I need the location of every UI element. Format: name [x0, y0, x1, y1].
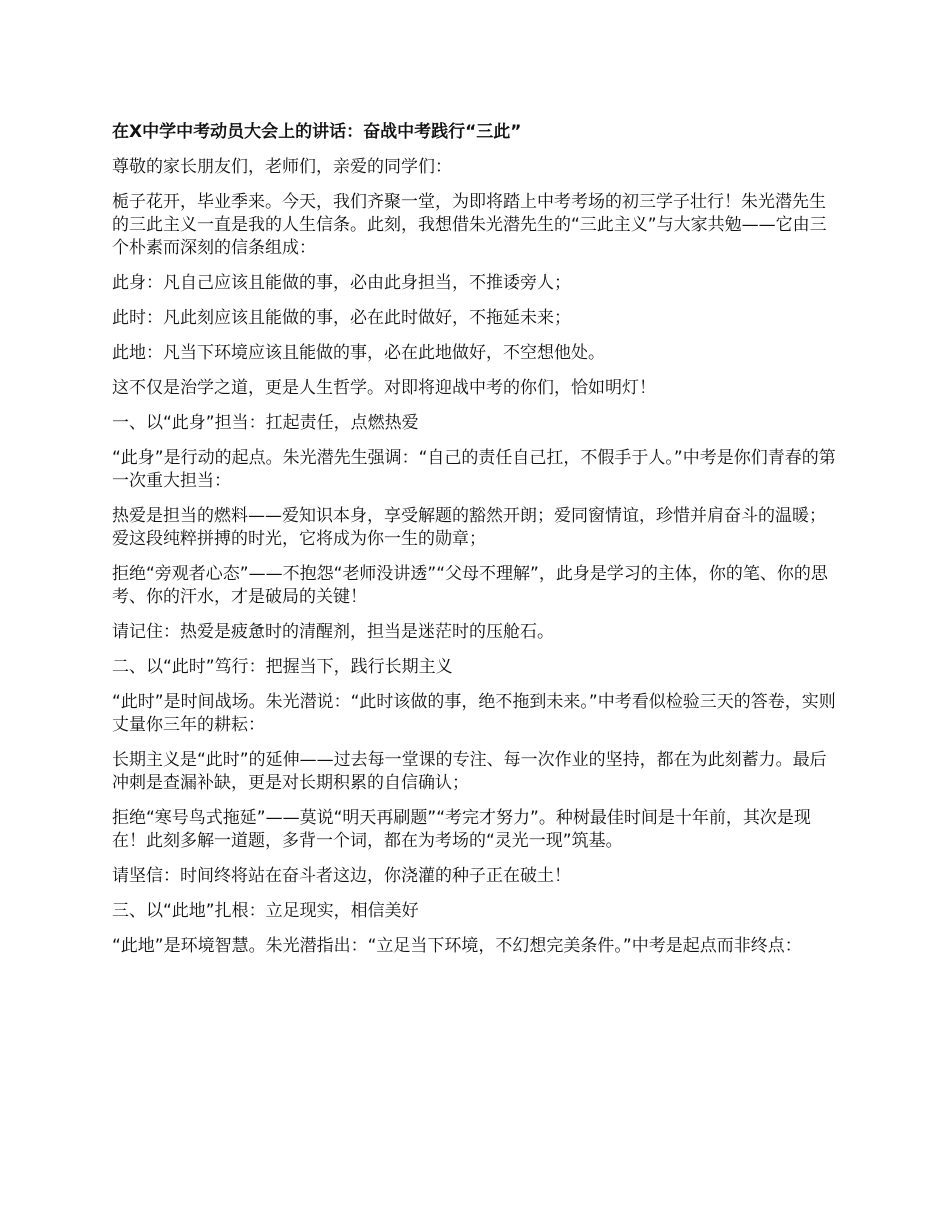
section-2-summary: 请坚信：时间终将站在奋斗者这边，你浇灌的种子正在破土！ — [112, 866, 571, 886]
section-2-point-1: 长期主义是“此时”的延伸——过去每一堂课的专注、每一次作业的坚持，都在为此刻蓄力。最后冲刺是查漏补缺，更是对长期积累的自信确认； — [112, 750, 827, 793]
document-title: 在X中学中考动员大会上的讲话：奋战中考践行“三此” — [112, 122, 522, 142]
section-heading-2: 二、以“此时”笃行：把握当下，践行长期主义 — [112, 657, 453, 677]
principle-cishi: 此时：凡此刻应该且能做的事，必在此时做好，不拖延未来； — [112, 308, 571, 328]
principle-cidi: 此地：凡当下环境应该且能做的事，必在此地做好，不空想他处。 — [112, 343, 605, 363]
section-heading-1: 一、以“此身”担当：扛起责任，点燃热爱 — [112, 413, 419, 433]
section-1-intro: “此身”是行动的起点。朱光潜先生强调：“自己的责任自己扛，不假手于人。”中考是你们青春的第一次重大担当： — [112, 448, 836, 491]
philosophy-paragraph: 这不仅是治学之道，更是人生哲学。对即将迎战中考的你们，恰如明灯！ — [112, 378, 656, 398]
intro-paragraph: 栀子花开，毕业季来。今天，我们齐聚一堂，为即将踏上中考考场的初三学子壮行！朱光潜先生的三此主义一直是我的人生信条。此刻，我想借朱光潜先生的“三此主义”与大家共勉——它由三个朴素而深刻的信条组成： — [112, 192, 827, 258]
document-page — [112, 121, 842, 970]
section-1-summary: 请记住：热爱是疲惫时的清醒剂，担当是迷茫时的压舱石。 — [112, 622, 554, 642]
greeting-paragraph: 尊敬的家长朋友们，老师们，亲爱的同学们： — [112, 157, 452, 177]
section-3-intro: “此地”是环境智慧。朱光潜指出：“立足当下环境，不幻想完美条件。”中考是起点而非终点： — [112, 936, 802, 956]
section-2-intro: “此时”是时间战场。朱光潜说：“此时该做的事，绝不拖到未来。”中考看似检验三天的答卷，实则丈量你三年的耕耘： — [112, 692, 836, 735]
section-2-point-2: 拒绝“寒号鸟式拖延”——莫说“明天再刷题”“考完才努力”。种树最佳时间是十年前，其次是现在！此刻多解一道题，多背一个词，都在为考场的“灵光一现”筑基。 — [112, 808, 811, 851]
section-heading-3: 三、以“此地”扎根：立足现实，相信美好 — [112, 901, 419, 921]
section-1-point-1: 热爱是担当的燃料——爱知识本身，享受解题的豁然开朗；爱同窗情谊，珍惜并肩奋斗的温暖；爱这段纯粹拼搏的时光，它将成为你一生的勋章； — [112, 506, 826, 549]
section-1-point-2: 拒绝“旁观者心态”——不抱怨“老师没讲透”“父母不理解”，此身是学习的主体，你的笔、你的思考、你的汗水，才是破局的关键！ — [112, 564, 828, 607]
principle-cishen: 此身：凡自己应该且能做的事，必由此身担当，不推诿旁人； — [112, 273, 571, 293]
